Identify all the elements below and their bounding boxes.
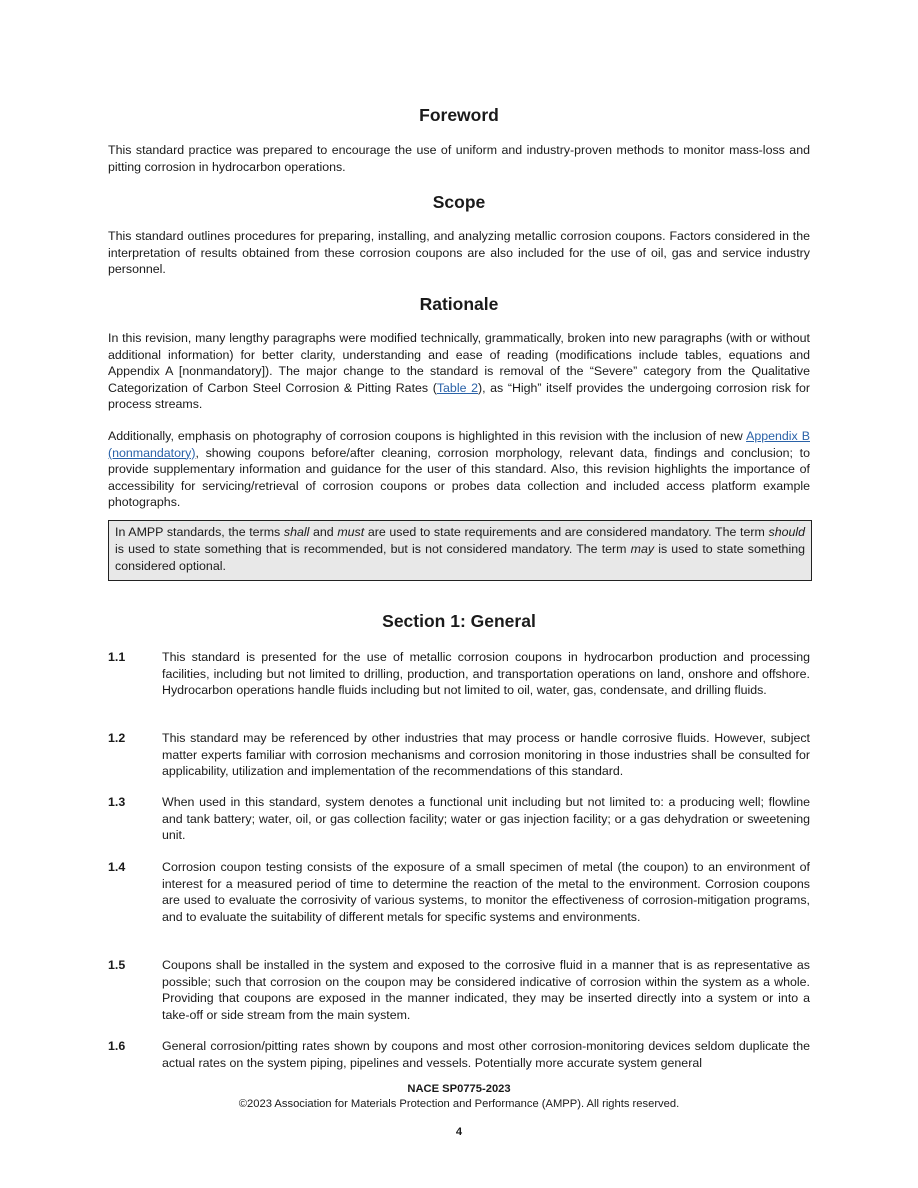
scope-heading: Scope — [432, 192, 486, 212]
clause-number: 1.5 — [108, 958, 126, 972]
rationale-p1-text-end: ), as “High” itself provides the undergoing corrosion risk for process streams. — [108, 380, 811, 411]
notice-term-must: must — [337, 525, 365, 539]
clause-number: 1.2 — [108, 731, 126, 745]
notice-text: are used to state requirements and are considered mandatory. The term — [364, 525, 769, 539]
rationale-p1-text: In this revision, many lengthy paragraphs were modified technically, grammatically, broken into new paragraphs (with or without additional information) for better clarity, understanding and ease of reading (modifications include tables, equations and Appendix A [nonmandatory]). The major change to the standard is removal of the “Severe” category from the Qualitative Categorization of Carbon Steel Corrosion & Pitting Rates ( — [108, 331, 810, 395]
clause-1-3 — [108, 794, 810, 844]
clause-number: 1.4 — [108, 860, 126, 874]
notice-term-shall: shall — [283, 525, 310, 539]
clause-1-1 — [108, 649, 810, 699]
clause-text: Coupons shall be installed in the system and exposed to the corrosive fluid in a manner that is as representative as possible; such that corrosion on the coupon may be considered indicative of corrosion within the system as a whole. Providing that coupons are exposed in the manner indicated, they may be inserted directly into a system or into a take-off or side stream from the main system. — [162, 958, 810, 1022]
page-number: 4 — [455, 1126, 463, 1138]
appendix-b-link[interactable]: Appendix B (nonmandatory) — [108, 429, 810, 460]
clause-1-5 — [108, 957, 810, 1023]
clause-text: This standard may be referenced by other industries that may process or handle corrosive fluids. However, subject matter experts familiar with corrosion mechanisms and corrosion monitoring in those industries shall be consulted for applicability, utilization and implementation of the recommendations of this standard. — [162, 731, 810, 778]
rationale-p2-text: Additionally, emphasis on photography of corrosion coupons is highlighted in this revision with the inclusion of new — [108, 429, 747, 443]
clause-number: 1.6 — [108, 1039, 126, 1053]
section-1-heading: Section 1: General — [382, 611, 536, 631]
copyright-notice: ©2023 Association for Materials Protection and Performance (AMPP). All rights reserved. — [238, 1098, 680, 1110]
rationale-p2-text-end: , showing coupons before/after cleaning, corrosion morphology, relevant data, findings and conclusion; to provide supplementary information and guidance for the user of this standard. Also, this revision highlights the importance of accessibility for servicing/retrieval of corrosion coupons or probes data collection and included access platform example photographs. — [108, 445, 810, 509]
clause-text: This standard is presented for the use of metallic corrosion coupons in hydrocarbon production and processing facilities, including but not limited to drilling, production, and transportation operations on land, onshore and offshore. Hydrocarbon operations handle fluids including but not limited to oil, water, gas, condensate, and drilling fluids. — [162, 650, 810, 697]
notice-term-may: may — [630, 542, 655, 556]
scope-text: This standard outlines procedures for preparing, installing, and analyzing metallic corrosion coupons. Factors considered in the interpretation of results obtained from these corrosion coupons are also included for the use of oil, gas and service industry personnel. — [108, 229, 810, 276]
clause-1-2 — [108, 730, 810, 780]
clause-text: When used in this standard, system denotes a functional unit including but not limited to: a producing well; flowline and tank battery; water, oil, or gas collection facility; water or gas injection facility; or a gas dehydration or sweetening unit. — [162, 795, 810, 842]
terminology-notice-box — [108, 520, 812, 581]
clause-1-4 — [108, 859, 810, 925]
notice-text: is used to state something considered optional. — [115, 542, 805, 573]
notice-text: is used to state something that is recommended, but is not considered mandatory. The term — [115, 542, 631, 556]
notice-text: and — [309, 525, 338, 539]
foreword-heading: Foreword — [419, 105, 499, 125]
clause-text: Corrosion coupon testing consists of the exposure of a small specimen of metal (the coupon) to an environment of interest for a measured period of time to determine the reaction of the metal to the environment. Corrosion coupons are used to evaluate the corrosivity of various systems, to monitor the effectiveness of corrosion-mitigation programs, and to evaluate the suitability of different metals for specific systems and environments. — [162, 860, 810, 924]
table-2-link[interactable]: Table 2 — [436, 380, 478, 395]
rationale-heading: Rationale — [419, 294, 499, 314]
notice-term-should: should — [768, 525, 806, 539]
notice-text: In AMPP standards, the terms — [115, 525, 284, 539]
clause-number: 1.1 — [108, 650, 126, 664]
rationale-paragraph-1 — [108, 330, 810, 413]
clause-1-6 — [108, 1038, 810, 1071]
clause-text: General corrosion/pitting rates shown by coupons and most other corrosion-monitoring devices seldom duplicate the actual rates on the system piping, pipelines and vessels. Potentially more accurate system general — [162, 1039, 810, 1070]
rationale-paragraph-2 — [108, 428, 810, 511]
clause-number: 1.3 — [108, 795, 126, 809]
document-id: NACE SP0775-2023 — [407, 1083, 511, 1095]
foreword-text: This standard practice was prepared to encourage the use of uniform and industry-proven methods to monitor mass-loss and pitting corrosion in hydrocarbon operations. — [108, 143, 810, 174]
